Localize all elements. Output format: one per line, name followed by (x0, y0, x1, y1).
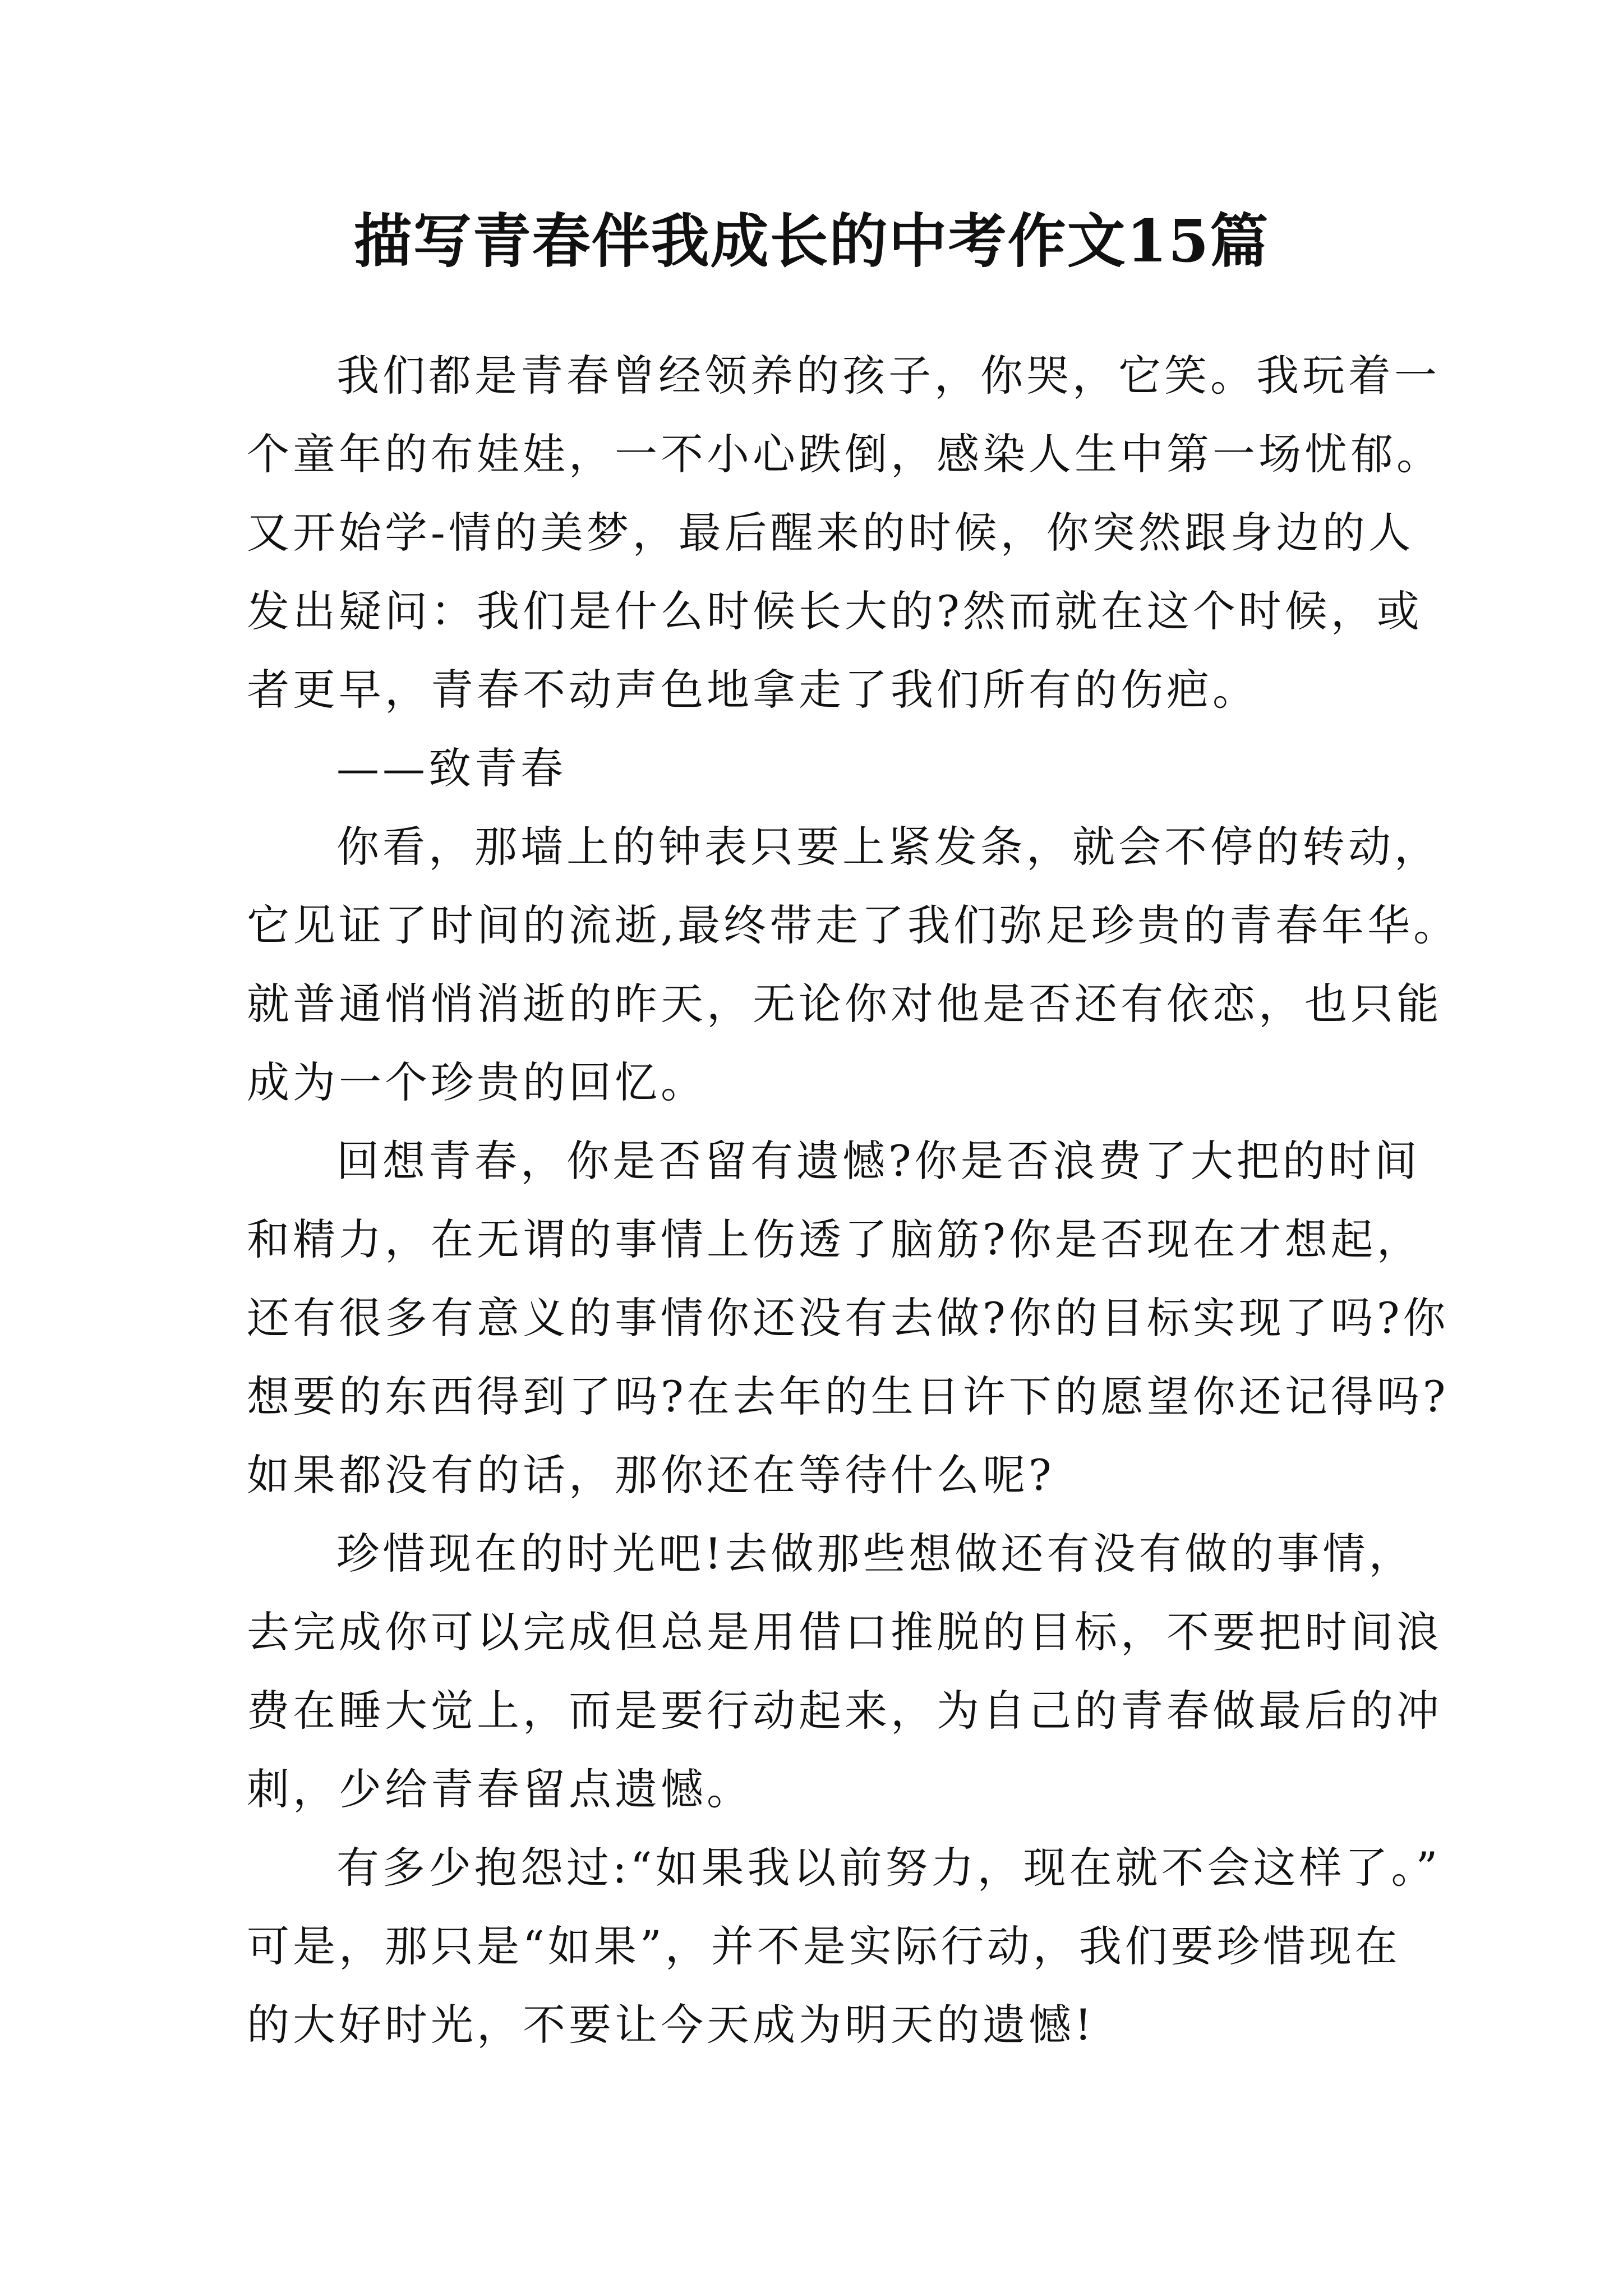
text-line: 还有很多有意义的事情你还没有去做?你的目标实现了吗?你 (247, 1293, 1449, 1343)
text-line: 刺，少给青春留点遗憾。 (247, 1764, 753, 1814)
text-line: 发出疑问：我们是什么时候长大的?然而就在这个时候，或 (247, 586, 1423, 636)
text-line: 又开始学-情的美梦，最后醒来的时候，你突然跟身边的人 (247, 508, 1414, 558)
text-line: 珍惜现在的时光吧!去做那些想做还有没有做的事情， (336, 1529, 1415, 1579)
document-title: 描写青春伴我成长的中考作文15篇 (353, 206, 1270, 275)
text-line: 个童年的布娃娃，一不小心跌倒，感染人生中第一场忧郁。 (247, 429, 1442, 479)
text-line: 想要的东西得到了吗?在去年的生日许下的愿望你还记得吗? (247, 1372, 1449, 1421)
text-line: 有多少抱怨过:“如果我以前努力，现在就不会这样了。” (336, 1843, 1441, 1893)
text-line: 和精力，在无谓的事情上伤透了脑筋?你是否现在才想起， (247, 1214, 1423, 1264)
text-line: ——致青春 (336, 743, 566, 793)
text-line: 成为一个珍贵的回忆。 (247, 1057, 707, 1107)
text-line: 者更早，青春不动声色地拿走了我们所有的伤疤。 (247, 665, 1258, 715)
text-line: 如果都没有的话，那你还在等待什么呢? (247, 1450, 1055, 1500)
text-line: 就普通悄悄消逝的昨天，无论你对他是否还有依恋，也只能 (247, 979, 1442, 1029)
text-line: 费在睡大觉上，而是要行动起来，为自己的青春做最后的冲 (247, 1686, 1442, 1736)
text-line: 你看，那墙上的钟表只要上紧发条，就会不停的转动， (336, 822, 1440, 872)
text-line: 去完成你可以完成但总是用借口推脱的目标，不要把时间浪 (247, 1607, 1442, 1657)
text-line: 它见证了时间的流逝,最终带走了我们弥足珍贵的青春年华。 (247, 900, 1460, 950)
text-line: 的大好时光，不要让今天成为明天的遗憾! (247, 2000, 1095, 2050)
text-line: 可是，那只是“如果”，并不是实际行动，我们要珍惜现在 (247, 1921, 1401, 1971)
text-line: 我们都是青春曾经领养的孩子，你哭，它笑。我玩着一 (336, 351, 1440, 401)
document-body (247, 337, 1460, 2064)
text-line: 回想青春，你是否留有遗憾?你是否浪费了大把的时间 (336, 1136, 1421, 1186)
